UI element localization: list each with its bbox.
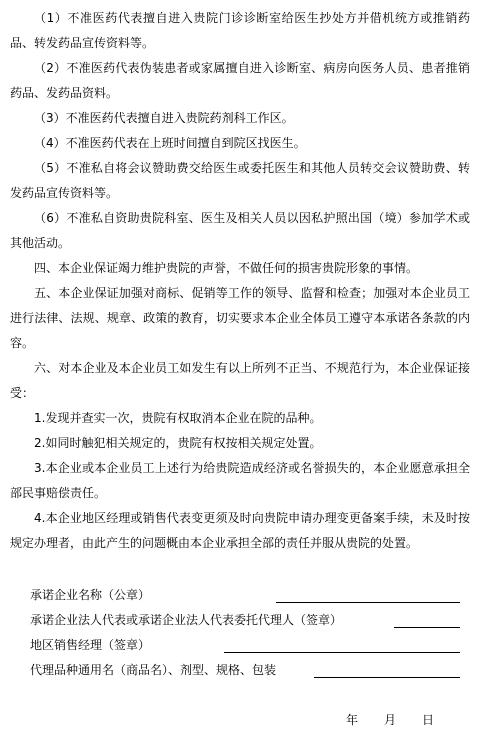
item-4-paragraph: 四、本企业保证竭力维护贵院的声誉，不做任何的损害贵院形象的事情。 xyxy=(34,261,419,275)
manager-label: 地区销售经理（签章） xyxy=(30,638,151,652)
penalty-2: 2.如同时触犯相关规定的，贵院有权按相关规定处置。 xyxy=(34,436,322,450)
product-signature-line[interactable] xyxy=(314,677,460,678)
date-year-label: 年 xyxy=(346,713,359,727)
clause-3: （3）不准医药代表擅自进入贵院药剂科工作区。 xyxy=(34,111,294,125)
date-row xyxy=(0,710,482,730)
date-month-label: 月 xyxy=(384,713,397,727)
manager-signature-line[interactable] xyxy=(224,652,460,653)
company-signature-row xyxy=(30,585,460,605)
penalty-3: 3.本企业或本企业员工上述行为给贵院造成经济或名誉损失的，本企业愿意承担全部民事赔偿责任。 xyxy=(10,461,470,500)
penalty-1: 1.发现并查实一次，贵院有权取消本企业在院的品种。 xyxy=(34,411,322,425)
manager-signature-row xyxy=(30,635,460,655)
clause-4: （4）不准医药代表在上班时间擅自到院区找医生。 xyxy=(34,136,306,150)
legal-rep-signature-line[interactable] xyxy=(394,627,460,628)
product-signature-row xyxy=(30,660,460,680)
date-day-label: 日 xyxy=(422,713,435,727)
clause-2: （2）不准医药代表伪装患者或家属擅自进入诊断室、病房向医务人员、患者推销药品、发药品资料。 xyxy=(10,61,470,100)
company-signature-line[interactable] xyxy=(276,602,460,603)
item-5-paragraph: 五、本企业保证加强对商标、促销等工作的领导、监督和检查；加强对本企业员工进行法律、法规、规章、政策的教育，切实要求本企业全体员工遵守本承诺各条款的内容。 xyxy=(10,286,470,350)
company-label: 承诺企业名称（公章） xyxy=(30,588,151,602)
product-label: 代理品种通用名（商品名）、剂型、规格、包装 xyxy=(30,663,277,677)
penalty-4: 4.本企业地区经理或销售代表变更须及时向贵院申请办理变更备案手续，未及时按规定办理者，由此产生的问题概由本企业承担全部的责任并服从贵院的处置。 xyxy=(10,511,470,550)
legal-rep-signature-row xyxy=(30,610,460,630)
legal-rep-label: 承诺企业法人代表或承诺企业法人代表委托代理人（签章） xyxy=(30,613,343,627)
clause-1: （1）不准医药代表擅自进入贵院门诊诊断室给医生抄处方并借机统方或推销药品、转发药品宣传资料等。 xyxy=(10,11,470,50)
clause-5: （5）不准私自将会议赞助费交给医生或委托医生和其他人员转交会议赞助费、转发药品宣传资料等。 xyxy=(10,161,470,200)
clause-6: （6）不准私自资助贵院科室、医生及相关人员以因私护照出国（境）参加学术或其他活动。 xyxy=(10,211,470,250)
item-6-paragraph: 六、对本企业及本企业员工如发生有以上所列不正当、不规范行为，本企业保证接受： xyxy=(10,361,470,400)
